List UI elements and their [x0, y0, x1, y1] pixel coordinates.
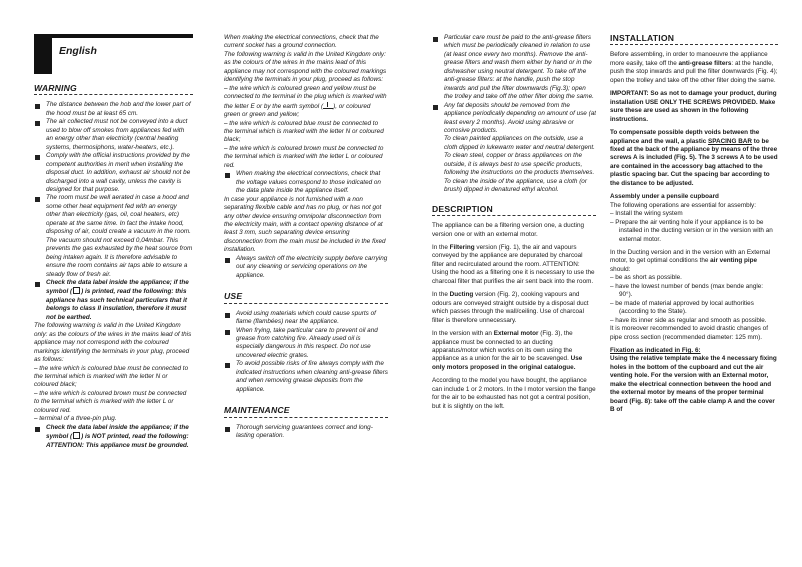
class-ii-symbol-icon [73, 432, 80, 439]
pipe-advice: It is moreover recommended to avoid drastic changes of pipe cross section (recommended diameter: 125 mm). [610, 325, 768, 341]
class-ii-symbol-icon [73, 287, 80, 294]
column-4 [610, 0, 778, 567]
installation-spacing: To compensate possible depth voids between the appliance and the wall, a plastic SPACING BAR to be fixed at the back of the appliance by means of the three screws A is included (Fig. 5). The 3 screws A to be used are contained in the accessory bag attached to the plastic spacing bar. Cut the spacing bar according to the distance to be adjusted. [610, 129, 778, 187]
list-item: Check the data label inside the appliance; if the symbol ( ) is printed, read the following: this appliance has such technical particulars that it belongs to class II insulation, therefore it must not be earthed. [34, 279, 193, 322]
fixation-title: Fixation as indicated in Fig. 6: [610, 346, 701, 354]
assembly-intro: The following operations are essential for assembly: [610, 201, 756, 209]
venting-item: – have its inner side as regular and smooth as possible. [610, 316, 767, 324]
language-rule [52, 34, 193, 38]
warning-list [34, 101, 193, 322]
description-p3: In the Ducting version (Fig. 2), cooking vapours and odours are conveyed straight outside by a disposal duct which passes through the wall/ceiling. Use of charcoal filter is therefore unnecessary. [432, 291, 589, 324]
column-1 [34, 0, 193, 567]
warning-list-2 [34, 424, 193, 450]
list-item: Thorough servicing guarantees correct and long-lasting operation. [224, 424, 388, 441]
list-item: To avoid possible risks of fire always comply with the indicated instructions when cleaning anti-grease filters and when removing grease deposits from the appliance. [224, 360, 388, 394]
list-item: The room must be well aerated in case a hood and some other heat equipment fed with an energy other than electricity (gas, oil, coal heaters, etc) operate at the same time. In fact the intake hood, disposing of air, could create a vacuum in the room. The vacuum should not exceed 0,04mbar. This prevents the gas exhausted by the heat source from being intaken again. It is therefore advisable to ensure the room contains air taps able to ensure a steady flow of fresh air. [34, 194, 193, 279]
description-p5: According to the model you have bought, the appliance can include 1 or 2 motors. In the l motor version the flange for the air to be exhausted has not got a central position, but it is slightly on the left. [432, 377, 596, 410]
use-list [224, 310, 388, 395]
installation-p1: Before assembling, in order to manoeuvre the appliance more easily, take off the anti-grease filters: at the handle, push the stop inwards and pull the filter downwards (Fig. 4); open the trolley and take off the other filter doing the same. [610, 51, 778, 84]
description-heading: DESCRIPTION [432, 203, 493, 214]
list-item: Particular care must be paid to the anti-grease filters which must be periodically cleaned in relation to use (at least once every two months). Remove the anti-grease filters and wash them either by hand or in the dishwasher using neutral detergent. To take off the anti-grease filters: at the handle, push the stop inwards and pull the filter downwards (Fig.3); open the trolley and take off the other filter doing the same. [432, 34, 596, 102]
no-plug-text: In case your appliance is not furnished with a non separating flexible cable and has no plug, or has not got any other device ensuring omnipolar disconnection from the electricity main, with a contact opening distance of at least 3 mm, such separating device ensuring disconnection from the main must be included in the fixed installation. [224, 195, 386, 254]
list-item: The distance between the hob and the lower part of the hood must be at least 65 cm. [34, 101, 193, 118]
use-heading: USE [224, 291, 243, 302]
language-header [34, 34, 193, 74]
venting-text: In the Ducting version and in the version with an External motor, to get optimal conditions the air venting pipe should: [610, 248, 771, 273]
earth-symbol-icon [323, 102, 333, 109]
uk-warning: The following warning is valid in the United Kingdom only: as the colours of the wires in the mains lead of this appliance may not correspond with the coloured markings identifying the terminals in your plug, proceed as follows: – the wire which is coloured blue must be connected to the terminal which is marked with the letter N or coloured black; – the wire which is coloured brown must be connected to the terminal which is marked with the letter L or coloured red. – terminal of a three-pin plug. [34, 322, 192, 423]
electrical-list-2 [224, 255, 388, 280]
fixation-text: Using the relative template make the 4 necessary fixing holes in the bottom of the cupboard and cut the air venting hole. For the version with an External motor, make the electrical connection between the hood and the external motor by means of the proper terminal board (Fig. 8): take off the cable clamp A and the cover B of [610, 355, 777, 414]
divider [224, 417, 388, 418]
divider [432, 215, 596, 216]
installation-important: IMPORTANT: So as not to damage your product, during installation USE ONLY THE SCREWS PROVIDED. Make sure these are used as shown in the following instructions. [610, 90, 777, 123]
list-item: Avoid using materials which could cause spurts of flame (flambées) near the appliance. [224, 310, 388, 327]
language-block [34, 34, 52, 74]
language-title: English [59, 45, 97, 57]
assembly-step: – Prepare the air venting hole if your appliance is to be installed in the ducting version or in the version with an external motor. [610, 218, 773, 243]
maintenance-list [224, 424, 388, 441]
column-3 [432, 0, 596, 567]
divider [34, 94, 193, 95]
venting-item: – be as short as possible. [610, 274, 682, 282]
list-item: When making the electrical connections, check that the voltage values correspond to those indicated on the data plate inside the appliance itself. [224, 170, 388, 195]
electrical-list [224, 170, 388, 195]
description-p4: In the version with an External motor (Fig. 3), the appliance must be connected to an ducting apparatus/motor which works on its own using the appliance as a union for the air to be scavenged. Use only motors proposed in the original catalogue. [432, 330, 583, 371]
maintenance-list-2 [432, 34, 596, 135]
assembly-title: Assembly under a pensile cupboard [610, 193, 719, 201]
maintenance-heading: MAINTENANCE [224, 405, 290, 416]
grounding-text: When making the electrical connections, check that the current socket has a ground connection. The following warning is valid in the United Kingdom only: as the colours of the wires in the mains lead of this appliance may not correspond with the coloured markings identifying the terminals in your plug, proceed as follows: – the wire which is coloured green and yellow must be connected to the terminal in the plug which is marked with the letter E or by the earth symbol ( ), or coloured green or green and yellow; – the wire which is coloured blue must be connected to the terminal which is marked with the letter N or coloured black; – the wire which is coloured brown must be connected to the terminal which is marked with the letter L or coloured red. [224, 34, 387, 169]
warning-heading: WARNING [34, 83, 77, 93]
installation-heading: INSTALLATION [610, 33, 675, 43]
list-item: When frying, take particular care to prevent oil and grease from catching fire. Already used oil is especially dangerous in this respect. Do not use uncovered electric grates. [224, 327, 388, 361]
venting-item: – have the lowest number of bends (max bende angle: 90°). [610, 282, 764, 299]
list-item: Comply with the official instructions provided by the competent authorities in merit when installing the disposal duct. In addition, exhaust air should not be discharged into a wall cavity, unless the cavity is designed for that purpose. [34, 152, 193, 194]
divider [224, 303, 388, 304]
description-p1: The appliance can be a filtering version one, a ducting version one or with an external motor. [432, 222, 584, 238]
list-item: Any fat deposits should be removed from the appliance periodically depending on amount of use (at least every 2 months). Avoid using abrasive or corrosive products. [432, 102, 596, 136]
venting-item: – be made of material approved by local authorities (according to the State). [610, 299, 754, 316]
assembly-step: – Install the wiring system [610, 210, 683, 218]
column-2 [224, 0, 388, 567]
list-item: Always switch off the electricity supply before carrying out any cleaning or servicing operations on the appliance. [224, 255, 388, 280]
description-p2: In the Filtering version (Fig. 1), the air and vapours conveyed by the appliance are depurated by charcoal filter and recirculated around the room. ATTENTION: Using the hood as a filtering one it is necessary to use the charcoal filter that purifies the air sent back into the room. [432, 243, 595, 285]
cleaning-text: To clean painted appliances on the outside, use a cloth dipped in lukewarm water and neutral detergent. To clean steel, copper or brass appliances on the outside, it is always best to use specific products, following the instructions on the products themselves. To clean the inside of the appliance, use a cloth (or brush) dipped in denatured ethyl alcohol. [444, 135, 595, 194]
list-item: Check the data label inside the appliance; if the symbol ( ) is NOT printed, read the following: ATTENTION: This appliance must be grounded. [34, 424, 193, 450]
divider [610, 44, 778, 45]
list-item: The air collected must not be conveyed into a duct used to blow off smokes from appliances fed with an energy other than electricity (central heating systems, thermosiphons, water-heaters, etc.). [34, 118, 193, 152]
